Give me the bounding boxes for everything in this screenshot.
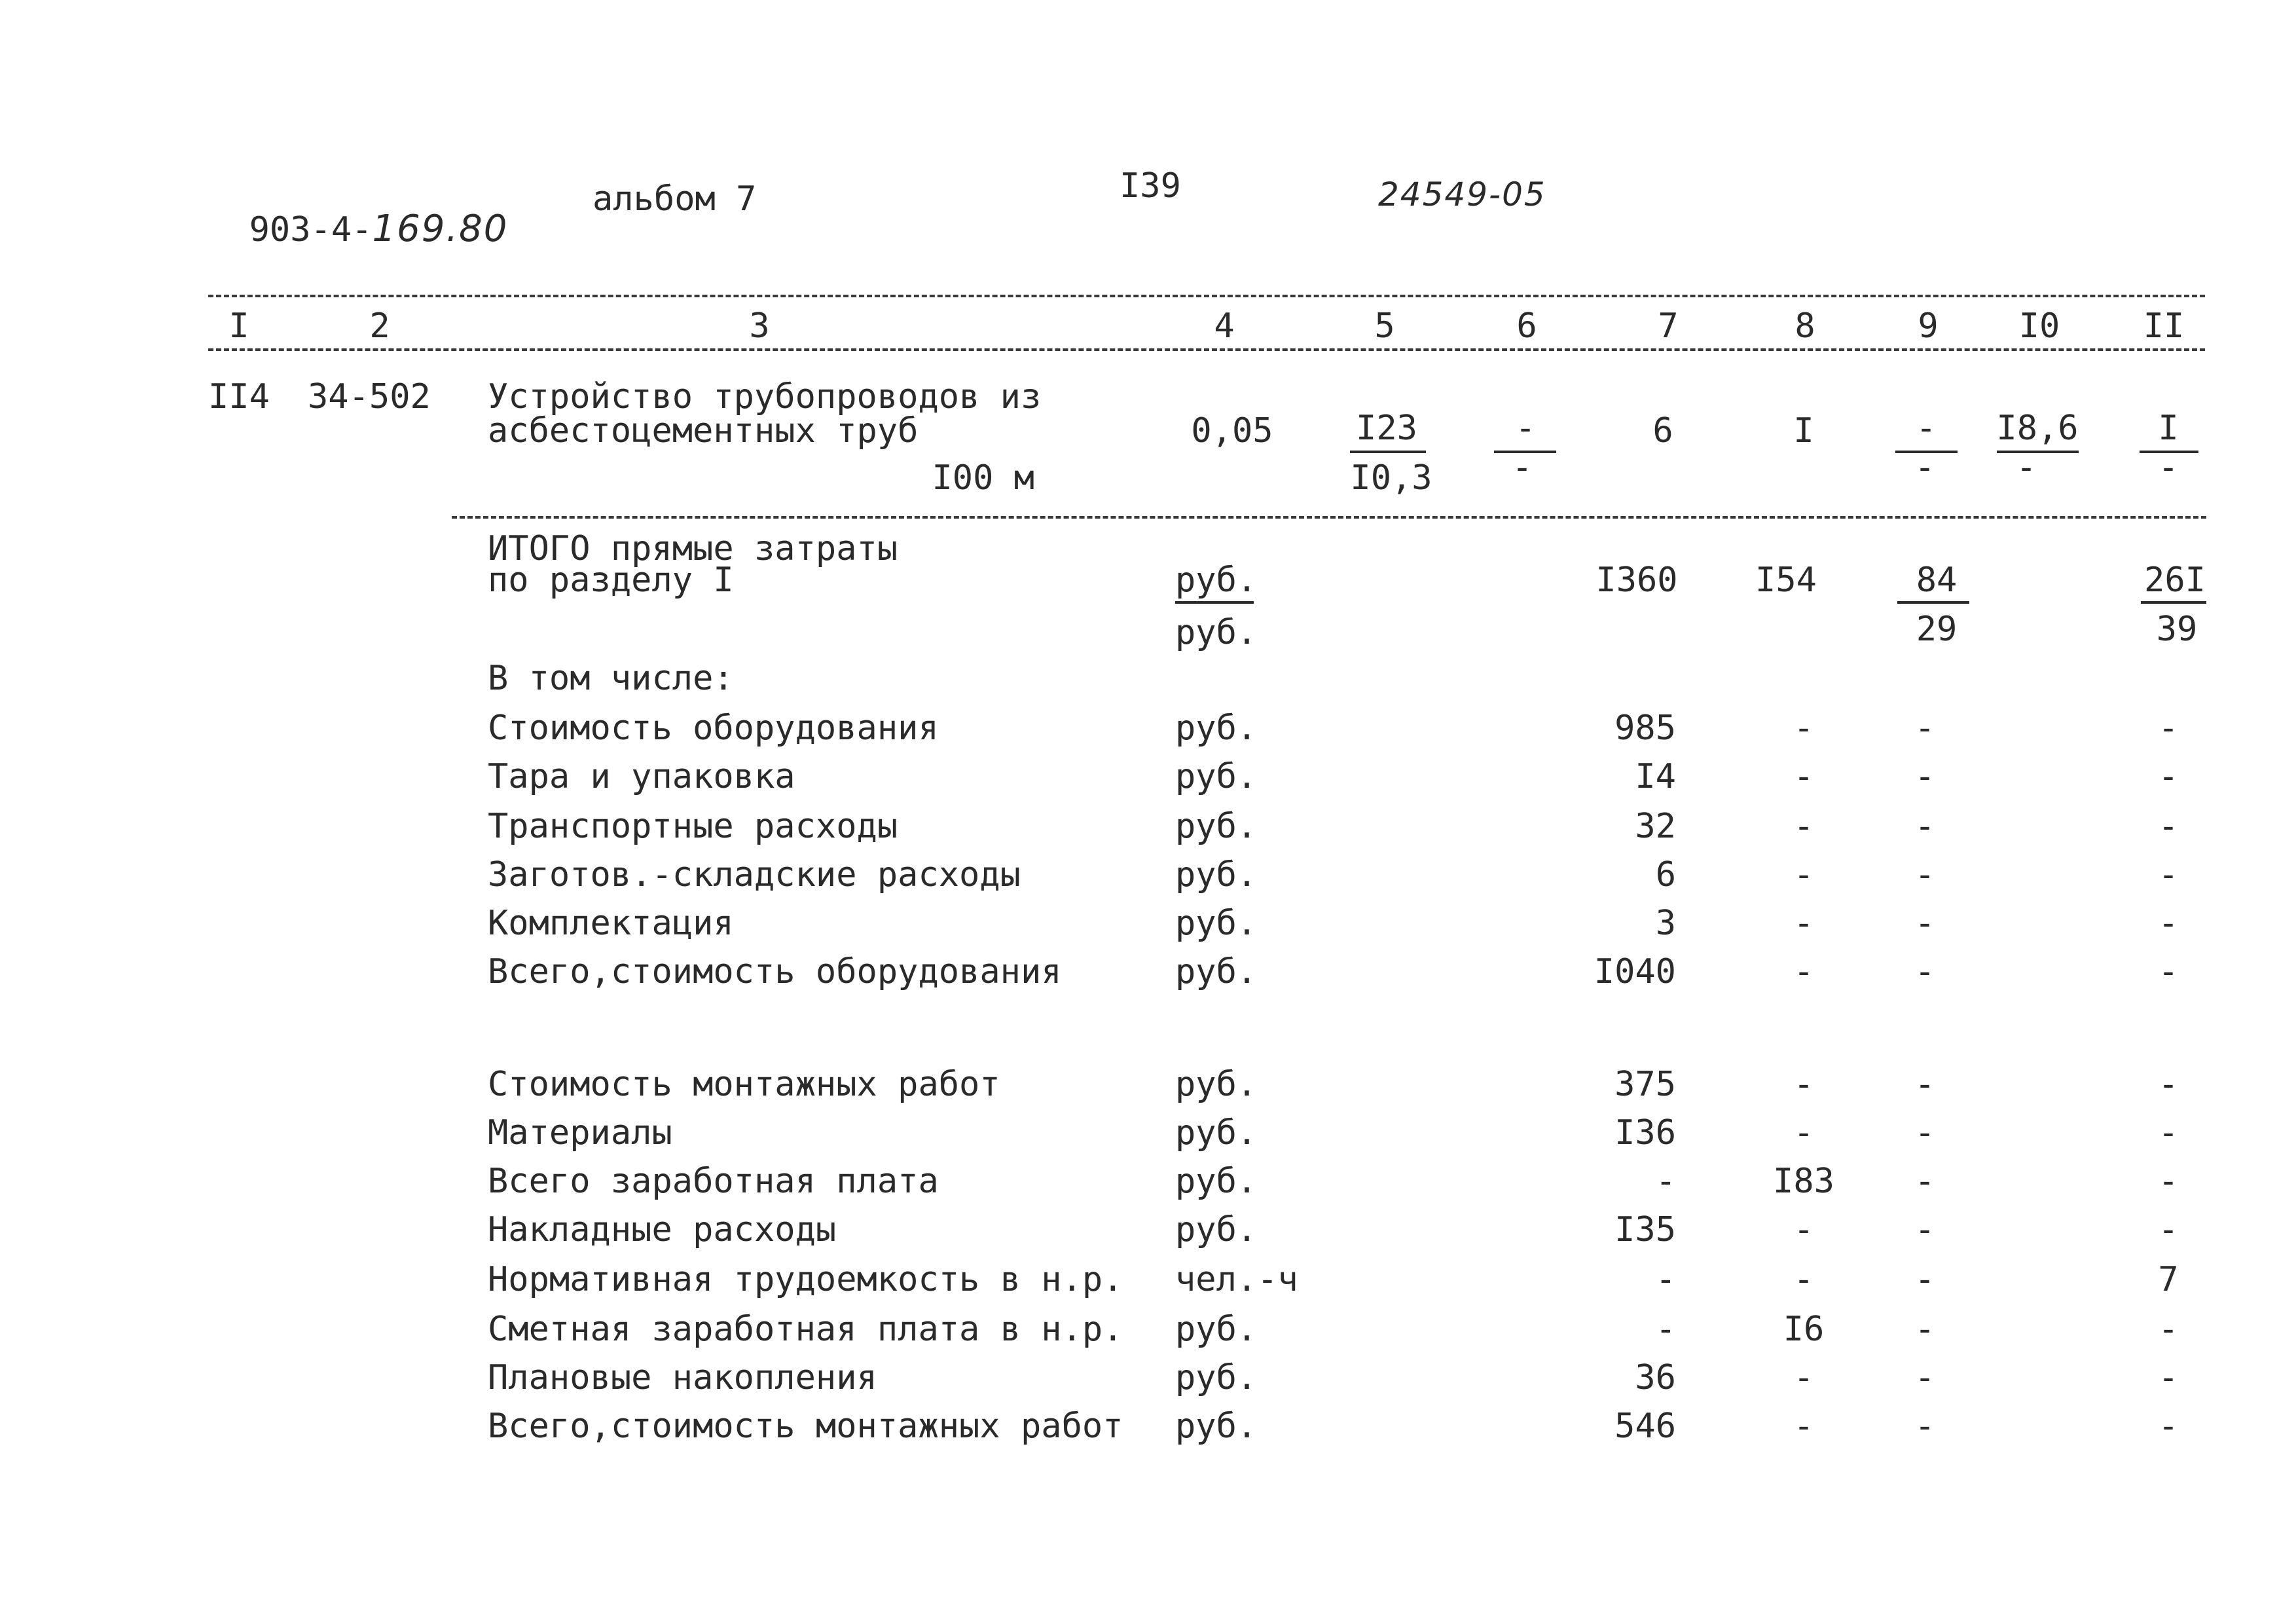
row-col9: - <box>1914 1065 1935 1104</box>
column-number: 7 <box>1658 306 1679 346</box>
row-col8: - <box>1793 807 1814 846</box>
row-col8: - <box>1793 855 1814 895</box>
row-col9: - <box>1914 709 1935 748</box>
row-label: Всего,стоимость монтажных работ <box>488 1407 1123 1446</box>
row-col11: - <box>2158 1210 2179 1249</box>
column-number: 4 <box>1214 306 1235 346</box>
item-col7: 6 <box>1652 411 1673 451</box>
row-col9: - <box>1914 1162 1935 1201</box>
row-label: Сметная заработная плата в н.р. <box>488 1310 1123 1349</box>
row-unit: руб. <box>1175 1358 1258 1397</box>
row-col11: - <box>2158 1358 2179 1397</box>
row-col9: - <box>1914 807 1935 846</box>
row-label: Стоимость оборудования <box>488 709 939 748</box>
row-label: Нормативная трудоемкость в н.р. <box>488 1260 1123 1299</box>
row-col9: - <box>1914 757 1935 796</box>
row-unit: руб. <box>1175 904 1258 943</box>
row-col11: - <box>2158 1113 2179 1153</box>
total-unit-bottom: руб. <box>1175 613 1258 652</box>
column-number: 8 <box>1795 306 1815 346</box>
row-col9: - <box>1914 855 1935 895</box>
row-col9: - <box>1914 1358 1935 1397</box>
item-col5-fraction-line <box>1350 451 1426 453</box>
row-col11: 7 <box>2158 1260 2179 1299</box>
column-number: 3 <box>749 306 770 346</box>
row-label: Тара и упаковка <box>488 757 795 796</box>
item-col9-top: - <box>1916 409 1937 448</box>
row-col11: - <box>2158 1407 2179 1446</box>
column-number: I <box>228 306 249 346</box>
row-label: Комплектация <box>488 904 734 943</box>
row-col7: 375 <box>1614 1065 1676 1104</box>
row-unit: руб. <box>1175 709 1258 748</box>
row-col8: - <box>1793 757 1814 796</box>
album-label: альбом 7 <box>592 179 757 219</box>
item-col6-top: - <box>1515 409 1536 448</box>
item-col5-bottom: I0,3 <box>1350 458 1432 498</box>
row-col7: 3 <box>1655 904 1676 943</box>
row-label: Всего,стоимость оборудования <box>488 952 1062 991</box>
document-code-printed: 903-4- <box>249 210 373 249</box>
row-label: Стоимость монтажных работ <box>488 1065 1000 1104</box>
total-unit-top: руб. <box>1175 561 1258 600</box>
row-col11: - <box>2158 1310 2179 1349</box>
row-col9: - <box>1914 1310 1935 1349</box>
item-col4: 0,05 <box>1191 411 1273 451</box>
row-col7: 985 <box>1614 709 1676 748</box>
row-col7: - <box>1655 1260 1676 1299</box>
row-col8: - <box>1793 952 1814 991</box>
row-col7: I040 <box>1594 952 1676 991</box>
document-code-handwritten: 169.80 <box>372 208 509 250</box>
row-label: Транспортные расходы <box>488 807 898 846</box>
row-col8: I83 <box>1773 1162 1834 1201</box>
item-col6-bottom: - <box>1512 448 1533 487</box>
row-unit: руб. <box>1175 1210 1258 1249</box>
column-number: 5 <box>1374 306 1395 346</box>
column-number: I0 <box>2018 306 2060 346</box>
row-col8: - <box>1793 1407 1814 1446</box>
item-col9-bottom: - <box>1914 448 1935 487</box>
item-col11-bottom: - <box>2158 448 2179 487</box>
row-col8: - <box>1793 709 1814 748</box>
item-number: II4 <box>208 377 270 416</box>
row-unit: руб. <box>1175 952 1258 991</box>
row-col8: - <box>1793 1260 1814 1299</box>
row-label: Накладные расходы <box>488 1210 837 1249</box>
column-number: 6 <box>1516 306 1537 346</box>
row-col11: - <box>2158 757 2179 796</box>
row-col11: - <box>2158 709 2179 748</box>
row-col9: - <box>1914 1210 1935 1249</box>
item-code: 34-502 <box>308 377 431 416</box>
column-number: 9 <box>1918 306 1939 346</box>
row-col8: I6 <box>1783 1310 1825 1349</box>
column-number: 2 <box>369 306 390 346</box>
item-description-line1: Устройство трубопроводов из <box>488 377 1042 416</box>
item-col11-top: I <box>2158 409 2179 448</box>
column-number: II <box>2143 306 2185 346</box>
row-col7: 36 <box>1635 1358 1676 1397</box>
row-unit: руб. <box>1175 807 1258 846</box>
header-top-rule <box>208 295 2205 297</box>
row-col8: - <box>1793 1113 1814 1153</box>
item-col10-top: I8,6 <box>1996 409 2079 448</box>
row-col8: - <box>1793 904 1814 943</box>
row-col7: I35 <box>1614 1210 1676 1249</box>
row-col11: - <box>2158 807 2179 846</box>
row-col8: - <box>1793 1358 1814 1397</box>
row-unit: руб. <box>1175 855 1258 895</box>
row-col7: 546 <box>1614 1407 1676 1446</box>
item-col10-bottom: - <box>2016 448 2037 487</box>
row-label: Всего заработная плата <box>488 1162 939 1201</box>
row-col7: 32 <box>1635 807 1676 846</box>
row-col11: - <box>2158 1065 2179 1104</box>
row-col8: - <box>1793 1210 1814 1249</box>
item-description-line2: асбестоцементных труб <box>488 411 919 451</box>
total-col8: I54 <box>1755 561 1817 600</box>
row-label: Заготов.-складские расходы <box>488 855 1021 895</box>
total-col9-top: 84 <box>1916 561 1958 600</box>
row-unit: чел.-ч <box>1175 1260 1298 1299</box>
row-col7: - <box>1655 1162 1676 1201</box>
total-separator-rule <box>452 516 2206 519</box>
row-col9: - <box>1914 904 1935 943</box>
row-unit: руб. <box>1175 1407 1258 1446</box>
total-col11-bottom: 39 <box>2156 610 2198 649</box>
total-col11-top: 26I <box>2144 561 2206 600</box>
total-col7: I360 <box>1595 561 1678 600</box>
row-col9: - <box>1914 1113 1935 1153</box>
row-label: Плановые накопления <box>488 1358 877 1397</box>
item-col8: I <box>1793 411 1814 451</box>
item-col5-top: I23 <box>1356 409 1417 448</box>
row-col9: - <box>1914 1260 1935 1299</box>
row-col7: I4 <box>1635 757 1676 796</box>
row-unit: руб. <box>1175 1065 1258 1104</box>
row-col7: I36 <box>1614 1113 1676 1153</box>
doc-number-handwritten: 24549-05 <box>1378 175 1546 213</box>
row-col7: 6 <box>1655 855 1676 895</box>
total-col9-bottom: 29 <box>1916 610 1958 649</box>
item-col10-fraction-line <box>1997 451 2079 453</box>
page-number: I39 <box>1120 166 1181 206</box>
total-col9-fraction-line <box>1897 601 1969 604</box>
including-label: В том числе: <box>488 659 734 698</box>
row-col11: - <box>2158 855 2179 895</box>
total-unit-underline <box>1175 601 1254 604</box>
row-col9: - <box>1914 952 1935 991</box>
row-col7: - <box>1655 1310 1676 1349</box>
row-col9: - <box>1914 1407 1935 1446</box>
row-unit: руб. <box>1175 1162 1258 1201</box>
header-bottom-rule <box>208 348 2205 351</box>
document-code <box>208 177 508 248</box>
row-unit: руб. <box>1175 1310 1258 1349</box>
row-col11: - <box>2158 952 2179 991</box>
row-unit: руб. <box>1175 757 1258 796</box>
total-label-line1: ИТОГО прямые затраты <box>488 529 898 568</box>
row-col11: - <box>2158 904 2179 943</box>
row-col8: - <box>1793 1065 1814 1104</box>
row-label: Материалы <box>488 1113 672 1153</box>
row-col11: - <box>2158 1162 2179 1201</box>
total-label-line2: по разделу I <box>488 561 734 600</box>
item-unit: I00 м <box>932 458 1034 498</box>
row-unit: руб. <box>1175 1113 1258 1153</box>
total-col11-fraction-line <box>2141 601 2206 604</box>
